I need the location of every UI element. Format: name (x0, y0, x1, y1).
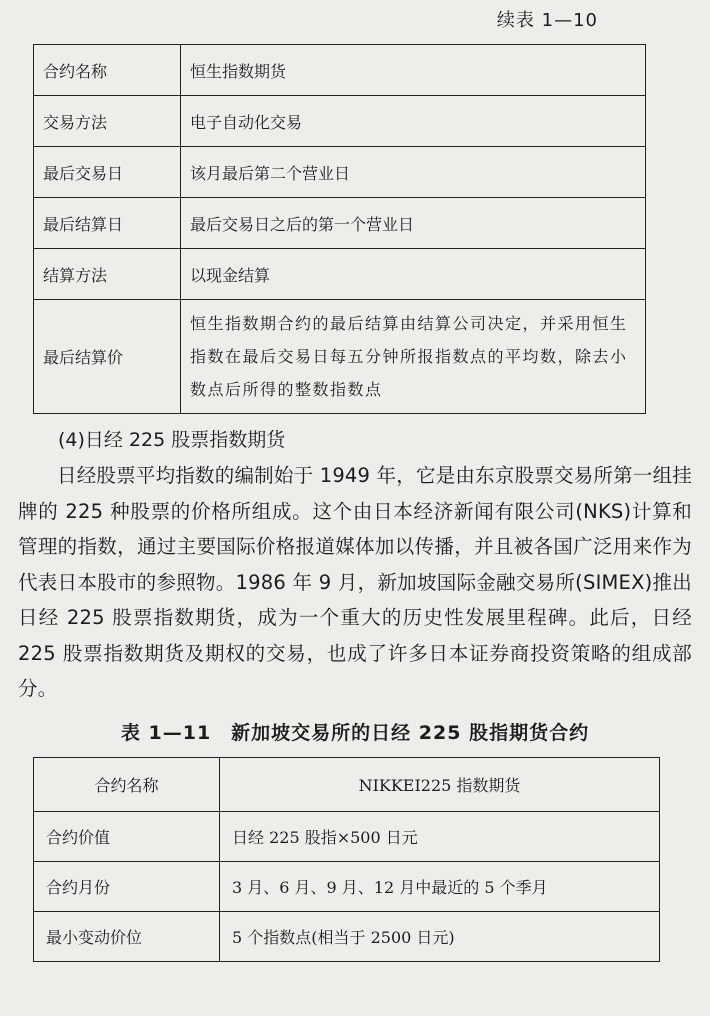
table-header-row (34, 758, 660, 812)
section-heading: (4)日经 225 股票指数期货 (58, 429, 286, 451)
header-label: 合约名称 (34, 758, 220, 812)
row-label: 最小变动价位 (34, 912, 220, 962)
row-label: 最后交易日 (34, 147, 181, 198)
row-value: 电子自动化交易 (181, 96, 646, 147)
table-row (34, 862, 660, 912)
row-value: 3 月、6 月、9 月、12 月中最近的 5 个季月 (220, 862, 660, 912)
table-row (34, 912, 660, 962)
table-caption: 表 1—11 新加坡交易所的日经 225 股指期货合约 (120, 722, 590, 744)
row-value: 最后交易日之后的第一个营业日 (181, 198, 646, 249)
continued-table-label: 续表 1—10 (496, 10, 598, 31)
table-row (34, 249, 646, 300)
row-value: 恒生指数期合约的最后结算由结算公司决定，并采用恒生指数在最后交易日每五分钟所报指数点的平均数，除去小数点后所得的整数指数点 (181, 300, 646, 414)
table-row (34, 812, 660, 862)
row-label: 合约价值 (34, 812, 220, 862)
table-row (34, 45, 646, 96)
row-label: 交易方法 (34, 96, 181, 147)
table-row (34, 300, 646, 414)
row-value: 该月最后第二个营业日 (181, 147, 646, 198)
hang-seng-contract-table (33, 44, 646, 414)
row-label: 最后结算价 (34, 300, 181, 414)
row-value: 以现金结算 (181, 249, 646, 300)
row-value: 5 个指数点(相当于 2500 日元) (220, 912, 660, 962)
row-label: 合约名称 (34, 45, 181, 96)
header-value: NIKKEI225 指数期货 (220, 758, 660, 812)
row-value: 日经 225 股指×500 日元 (220, 812, 660, 862)
nikkei-contract-table (33, 757, 660, 962)
row-value: 恒生指数期货 (181, 45, 646, 96)
row-label: 最后结算日 (34, 198, 181, 249)
table-row (34, 147, 646, 198)
table-row (34, 198, 646, 249)
row-label: 合约月份 (34, 862, 220, 912)
table-row (34, 96, 646, 147)
body-paragraph: 日经股票平均指数的编制始于 1949 年，它是由东京股票交易所第一组挂牌的 225 种股票的价格所组成。这个由日本经济新闻有限公司(NKS)计算和管理的指数，通过主要国际价格报道媒体加以传播，并且被各国广泛用来作为代表日本股市的参照物。1986 年 9 月，新加坡国际金融交易所(SIMEX)推出日经 225 股票指数期货，成为一个重大的历史性发展里程碑。此后，日经 225 股票指数期货及期权的交易，也成了许多日本证券商投资策略的组成部分。 (18, 464, 692, 700)
row-label: 结算方法 (34, 249, 181, 300)
